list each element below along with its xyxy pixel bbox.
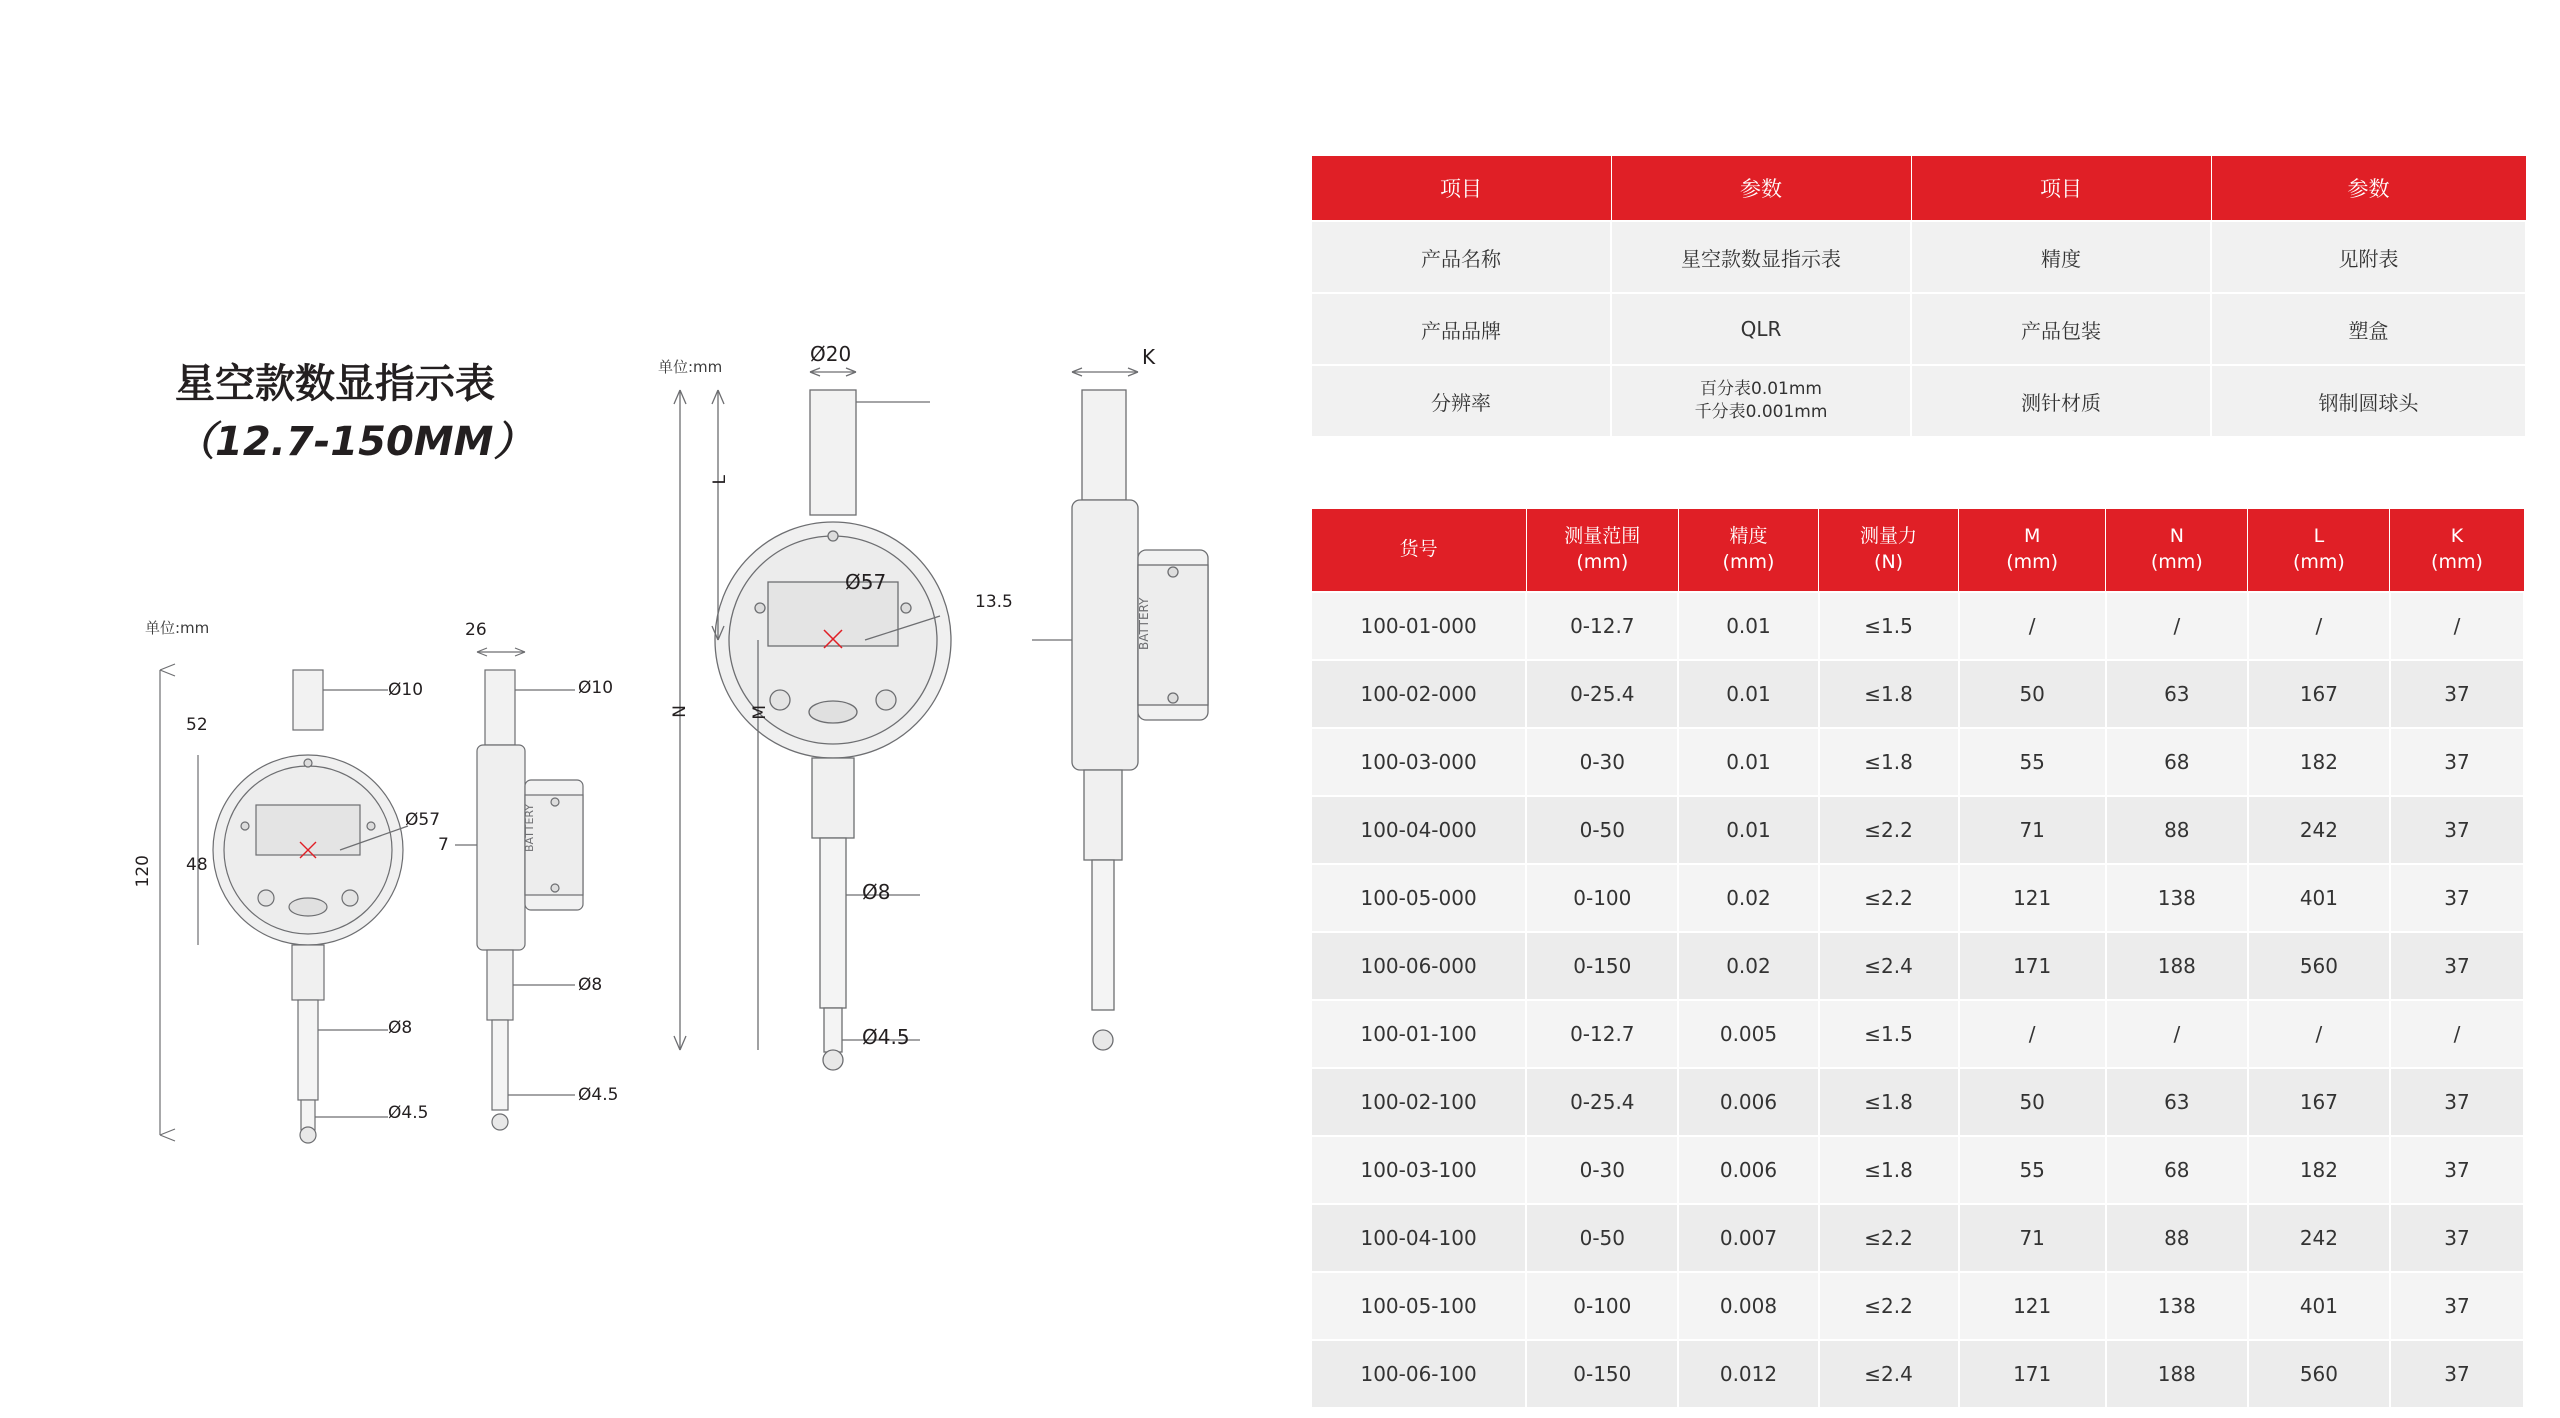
model-cell: 0-100: [1526, 1272, 1678, 1340]
model-cell: 0.005: [1678, 1000, 1818, 1068]
unit-note-center: 单位:mm: [658, 358, 723, 376]
table-row: [1311, 932, 2524, 1000]
spec-cell: 产品包装: [1911, 293, 2211, 365]
table-row: [1311, 365, 2526, 437]
model-cell-part-number: 100-01-000: [1311, 592, 1526, 660]
tables-panel: [1310, 0, 2540, 1418]
model-header-line1: 测量范围: [1564, 525, 1641, 548]
model-cell: 71: [1959, 796, 2106, 864]
spec-cell: 产品名称: [1311, 221, 1611, 293]
table-row: [1311, 1204, 2524, 1272]
model-cell: 0-12.7: [1526, 1000, 1678, 1068]
resolution-line-2: 千分表0.001mm: [1694, 402, 1828, 422]
model-cell: 182: [2248, 1136, 2390, 1204]
model-cell: 37: [2390, 864, 2524, 932]
table-row: [1311, 293, 2526, 365]
model-cell: 0.008: [1678, 1272, 1818, 1340]
model-header-cell: [1819, 509, 1959, 593]
model-cell: /: [1959, 592, 2106, 660]
model-table: [1310, 508, 2525, 1409]
model-cell: 560: [2248, 932, 2390, 1000]
model-cell: 560: [2248, 1340, 2390, 1408]
main-d45-label: Ø4.5: [862, 1025, 910, 1049]
model-cell: ≤1.8: [1819, 1068, 1959, 1136]
front-d8-label: Ø8: [388, 1018, 413, 1038]
spec-cell: 塑盒: [2211, 293, 2526, 365]
resolution-line-1: 百分表0.01mm: [1700, 379, 1822, 400]
model-header-line2: (mm): [2150, 551, 2203, 573]
model-cell: ≤2.2: [1819, 864, 1959, 932]
model-header-line1: N: [2169, 525, 2184, 548]
model-header-cell: [2106, 509, 2248, 593]
model-header-line1: K: [2450, 525, 2464, 548]
table-row: [1311, 1340, 2524, 1408]
model-cell: ≤1.8: [1819, 660, 1959, 728]
model-cell: 0-100: [1526, 864, 1678, 932]
model-header-line1: 货号: [1399, 538, 1438, 561]
model-cell: 182: [2248, 728, 2390, 796]
front-52-label: 52: [186, 715, 208, 735]
model-table-body: [1311, 592, 2524, 1408]
model-cell-part-number: 100-06-100: [1311, 1340, 1526, 1408]
table-row: [1311, 1272, 2524, 1340]
side-d45-label: Ø4.5: [578, 1085, 619, 1105]
model-cell: ≤1.8: [1819, 1136, 1959, 1204]
model-header-line1: M: [2023, 525, 2041, 548]
model-cell: 55: [1959, 1136, 2106, 1204]
product-title-line1: 星空款数显指示表: [175, 361, 495, 407]
main-L-label: L: [710, 475, 730, 485]
model-cell: 138: [2106, 864, 2248, 932]
table-row: [1311, 1136, 2524, 1204]
front-d45-label: Ø4.5: [388, 1103, 429, 1123]
model-cell: 68: [2106, 728, 2248, 796]
model-cell: /: [2248, 592, 2390, 660]
model-cell: 0-30: [1526, 1136, 1678, 1204]
model-cell: 63: [2106, 1068, 2248, 1136]
model-cell: 0-50: [1526, 796, 1678, 864]
right-view-drawing: [1020, 350, 1300, 1110]
model-cell: 0.01: [1678, 796, 1818, 864]
model-cell: 0-150: [1526, 932, 1678, 1000]
model-cell: 50: [1959, 660, 2106, 728]
model-cell: 37: [2390, 1136, 2524, 1204]
model-cell: 68: [2106, 1136, 2248, 1204]
model-header-line1: 精度: [1729, 525, 1768, 548]
spec-cell: 钢制圆球头: [2211, 365, 2526, 437]
model-cell-part-number: 100-04-100: [1311, 1204, 1526, 1272]
spec-cell: 见附表: [2211, 221, 2526, 293]
model-cell: /: [2390, 592, 2524, 660]
model-cell: 55: [1959, 728, 2106, 796]
front-d10-label: Ø10: [388, 680, 424, 700]
model-cell: 401: [2248, 864, 2390, 932]
model-cell-part-number: 100-05-000: [1311, 864, 1526, 932]
spec-cell: 产品品牌: [1311, 293, 1611, 365]
spec-cell: 测针材质: [1911, 365, 2211, 437]
model-cell-part-number: 100-02-100: [1311, 1068, 1526, 1136]
model-cell: 63: [2106, 660, 2248, 728]
model-cell: /: [1959, 1000, 2106, 1068]
model-cell: 138: [2106, 1272, 2248, 1340]
model-cell: ≤2.2: [1819, 1204, 1959, 1272]
model-header-line2: (mm): [1576, 551, 1629, 573]
model-cell: 37: [2390, 1272, 2524, 1340]
model-cell: 88: [2106, 796, 2248, 864]
spec-cell: 分辨率: [1311, 365, 1611, 437]
front-48-label: 48: [186, 855, 208, 875]
model-cell: /: [2106, 1000, 2248, 1068]
model-cell: 37: [2390, 1340, 2524, 1408]
product-title-line2: （12.7-150MM）: [175, 419, 534, 465]
model-header-line2: (N): [1874, 551, 1904, 573]
model-cell: 37: [2390, 1204, 2524, 1272]
unit-note-left: 单位:mm: [145, 619, 210, 637]
main-d57-label: Ø57: [845, 570, 887, 594]
model-cell: 88: [2106, 1204, 2248, 1272]
model-cell: 37: [2390, 932, 2524, 1000]
model-cell: 242: [2248, 1204, 2390, 1272]
table-row: [1311, 660, 2524, 728]
model-cell: 37: [2390, 1068, 2524, 1136]
table-row: [1311, 592, 2524, 660]
model-cell-part-number: 100-02-000: [1311, 660, 1526, 728]
model-cell: 0.006: [1678, 1136, 1818, 1204]
side-d10-label: Ø10: [578, 678, 614, 698]
model-header-line2: (mm): [1722, 551, 1775, 573]
model-cell: 242: [2248, 796, 2390, 864]
spec-cell-resolution: [1611, 365, 1911, 437]
model-cell: 0-25.4: [1526, 660, 1678, 728]
spec-cell: 精度: [1911, 221, 2211, 293]
right-K-label: K: [1142, 345, 1156, 369]
model-cell-part-number: 100-03-000: [1311, 728, 1526, 796]
battery-text-right: BATTERY: [1137, 597, 1151, 650]
model-cell: 0-25.4: [1526, 1068, 1678, 1136]
model-cell: ≤2.2: [1819, 1272, 1959, 1340]
model-cell: /: [2106, 592, 2248, 660]
table-row: [1311, 796, 2524, 864]
main-d20-label: Ø20: [810, 342, 852, 366]
model-cell: 0-12.7: [1526, 592, 1678, 660]
table-row: [1311, 1068, 2524, 1136]
model-cell: ≤1.5: [1819, 592, 1959, 660]
model-cell: 167: [2248, 1068, 2390, 1136]
model-cell: 0-150: [1526, 1340, 1678, 1408]
model-cell: ≤2.2: [1819, 796, 1959, 864]
model-cell: 37: [2390, 660, 2524, 728]
model-cell-part-number: 100-05-100: [1311, 1272, 1526, 1340]
model-header-cell: [2390, 509, 2524, 593]
table-row: [1311, 1000, 2524, 1068]
model-cell: 0-30: [1526, 728, 1678, 796]
model-cell: 121: [1959, 864, 2106, 932]
spec-cell: QLR: [1611, 293, 1911, 365]
model-header-line1: 测量力: [1860, 525, 1918, 548]
side-7-label: 7: [438, 835, 449, 855]
front-d57-label: Ø57: [405, 810, 441, 830]
model-cell: 0-50: [1526, 1204, 1678, 1272]
main-view-drawing: [640, 350, 1070, 1120]
model-cell: ≤1.8: [1819, 728, 1959, 796]
model-cell: 171: [1959, 932, 2106, 1000]
right-135-label: 13.5: [975, 592, 1013, 612]
model-table-header-row: [1311, 509, 2524, 593]
model-header-line2: (mm): [2292, 551, 2345, 573]
table-row: [1311, 864, 2524, 932]
model-cell: /: [2248, 1000, 2390, 1068]
model-cell: ≤1.5: [1819, 1000, 1959, 1068]
model-header-line1: L: [2313, 525, 2325, 548]
model-cell-part-number: 100-04-000: [1311, 796, 1526, 864]
battery-text: BATTERY: [523, 803, 536, 852]
page-title: [175, 355, 625, 471]
model-header-line2: (mm): [2006, 551, 2059, 573]
side-d8-label: Ø8: [578, 975, 603, 995]
spec-table: [1310, 155, 2527, 438]
model-cell-part-number: 100-01-100: [1311, 1000, 1526, 1068]
table-row: [1311, 221, 2526, 293]
model-cell: 0.01: [1678, 592, 1818, 660]
main-M-label: M: [750, 705, 770, 720]
model-cell: 171: [1959, 1340, 2106, 1408]
model-header-line2: (mm): [2431, 551, 2483, 573]
model-cell: 50: [1959, 1068, 2106, 1136]
model-cell: 401: [2248, 1272, 2390, 1340]
model-cell-part-number: 100-06-000: [1311, 932, 1526, 1000]
model-cell: 0.006: [1678, 1068, 1818, 1136]
model-cell: 0.01: [1678, 660, 1818, 728]
table-row: [1311, 728, 2524, 796]
main-N-label: N: [670, 705, 690, 718]
model-cell: 0.02: [1678, 932, 1818, 1000]
model-cell-part-number: 100-03-100: [1311, 1136, 1526, 1204]
model-header-cell: [1959, 509, 2106, 593]
model-header-cell: [1311, 509, 1526, 593]
model-cell: 0.01: [1678, 728, 1818, 796]
model-cell: 37: [2390, 796, 2524, 864]
model-cell: 0.02: [1678, 864, 1818, 932]
model-cell: ≤2.4: [1819, 1340, 1959, 1408]
model-cell: 37: [2390, 728, 2524, 796]
side-26-label: 26: [465, 620, 487, 640]
spec-header-item-2: 项目: [1911, 156, 2211, 222]
front-120-label: 120: [133, 855, 153, 888]
model-header-cell: [1526, 509, 1678, 593]
model-cell: 167: [2248, 660, 2390, 728]
spec-header-item-1: 项目: [1311, 156, 1611, 222]
model-cell: 188: [2106, 932, 2248, 1000]
model-cell: 71: [1959, 1204, 2106, 1272]
model-cell: ≤2.4: [1819, 932, 1959, 1000]
spec-cell: 星空款数显指示表: [1611, 221, 1911, 293]
model-header-cell: [2248, 509, 2390, 593]
spec-header-param-2: 参数: [2211, 156, 2526, 222]
model-header-cell: [1678, 509, 1818, 593]
main-d8-label: Ø8: [862, 880, 891, 904]
model-cell: 121: [1959, 1272, 2106, 1340]
model-cell: 0.012: [1678, 1340, 1818, 1408]
spec-header-param-1: 参数: [1611, 156, 1911, 222]
model-cell: /: [2390, 1000, 2524, 1068]
model-cell: 188: [2106, 1340, 2248, 1408]
model-cell: 0.007: [1678, 1204, 1818, 1272]
spec-table-header-row: [1311, 156, 2526, 222]
